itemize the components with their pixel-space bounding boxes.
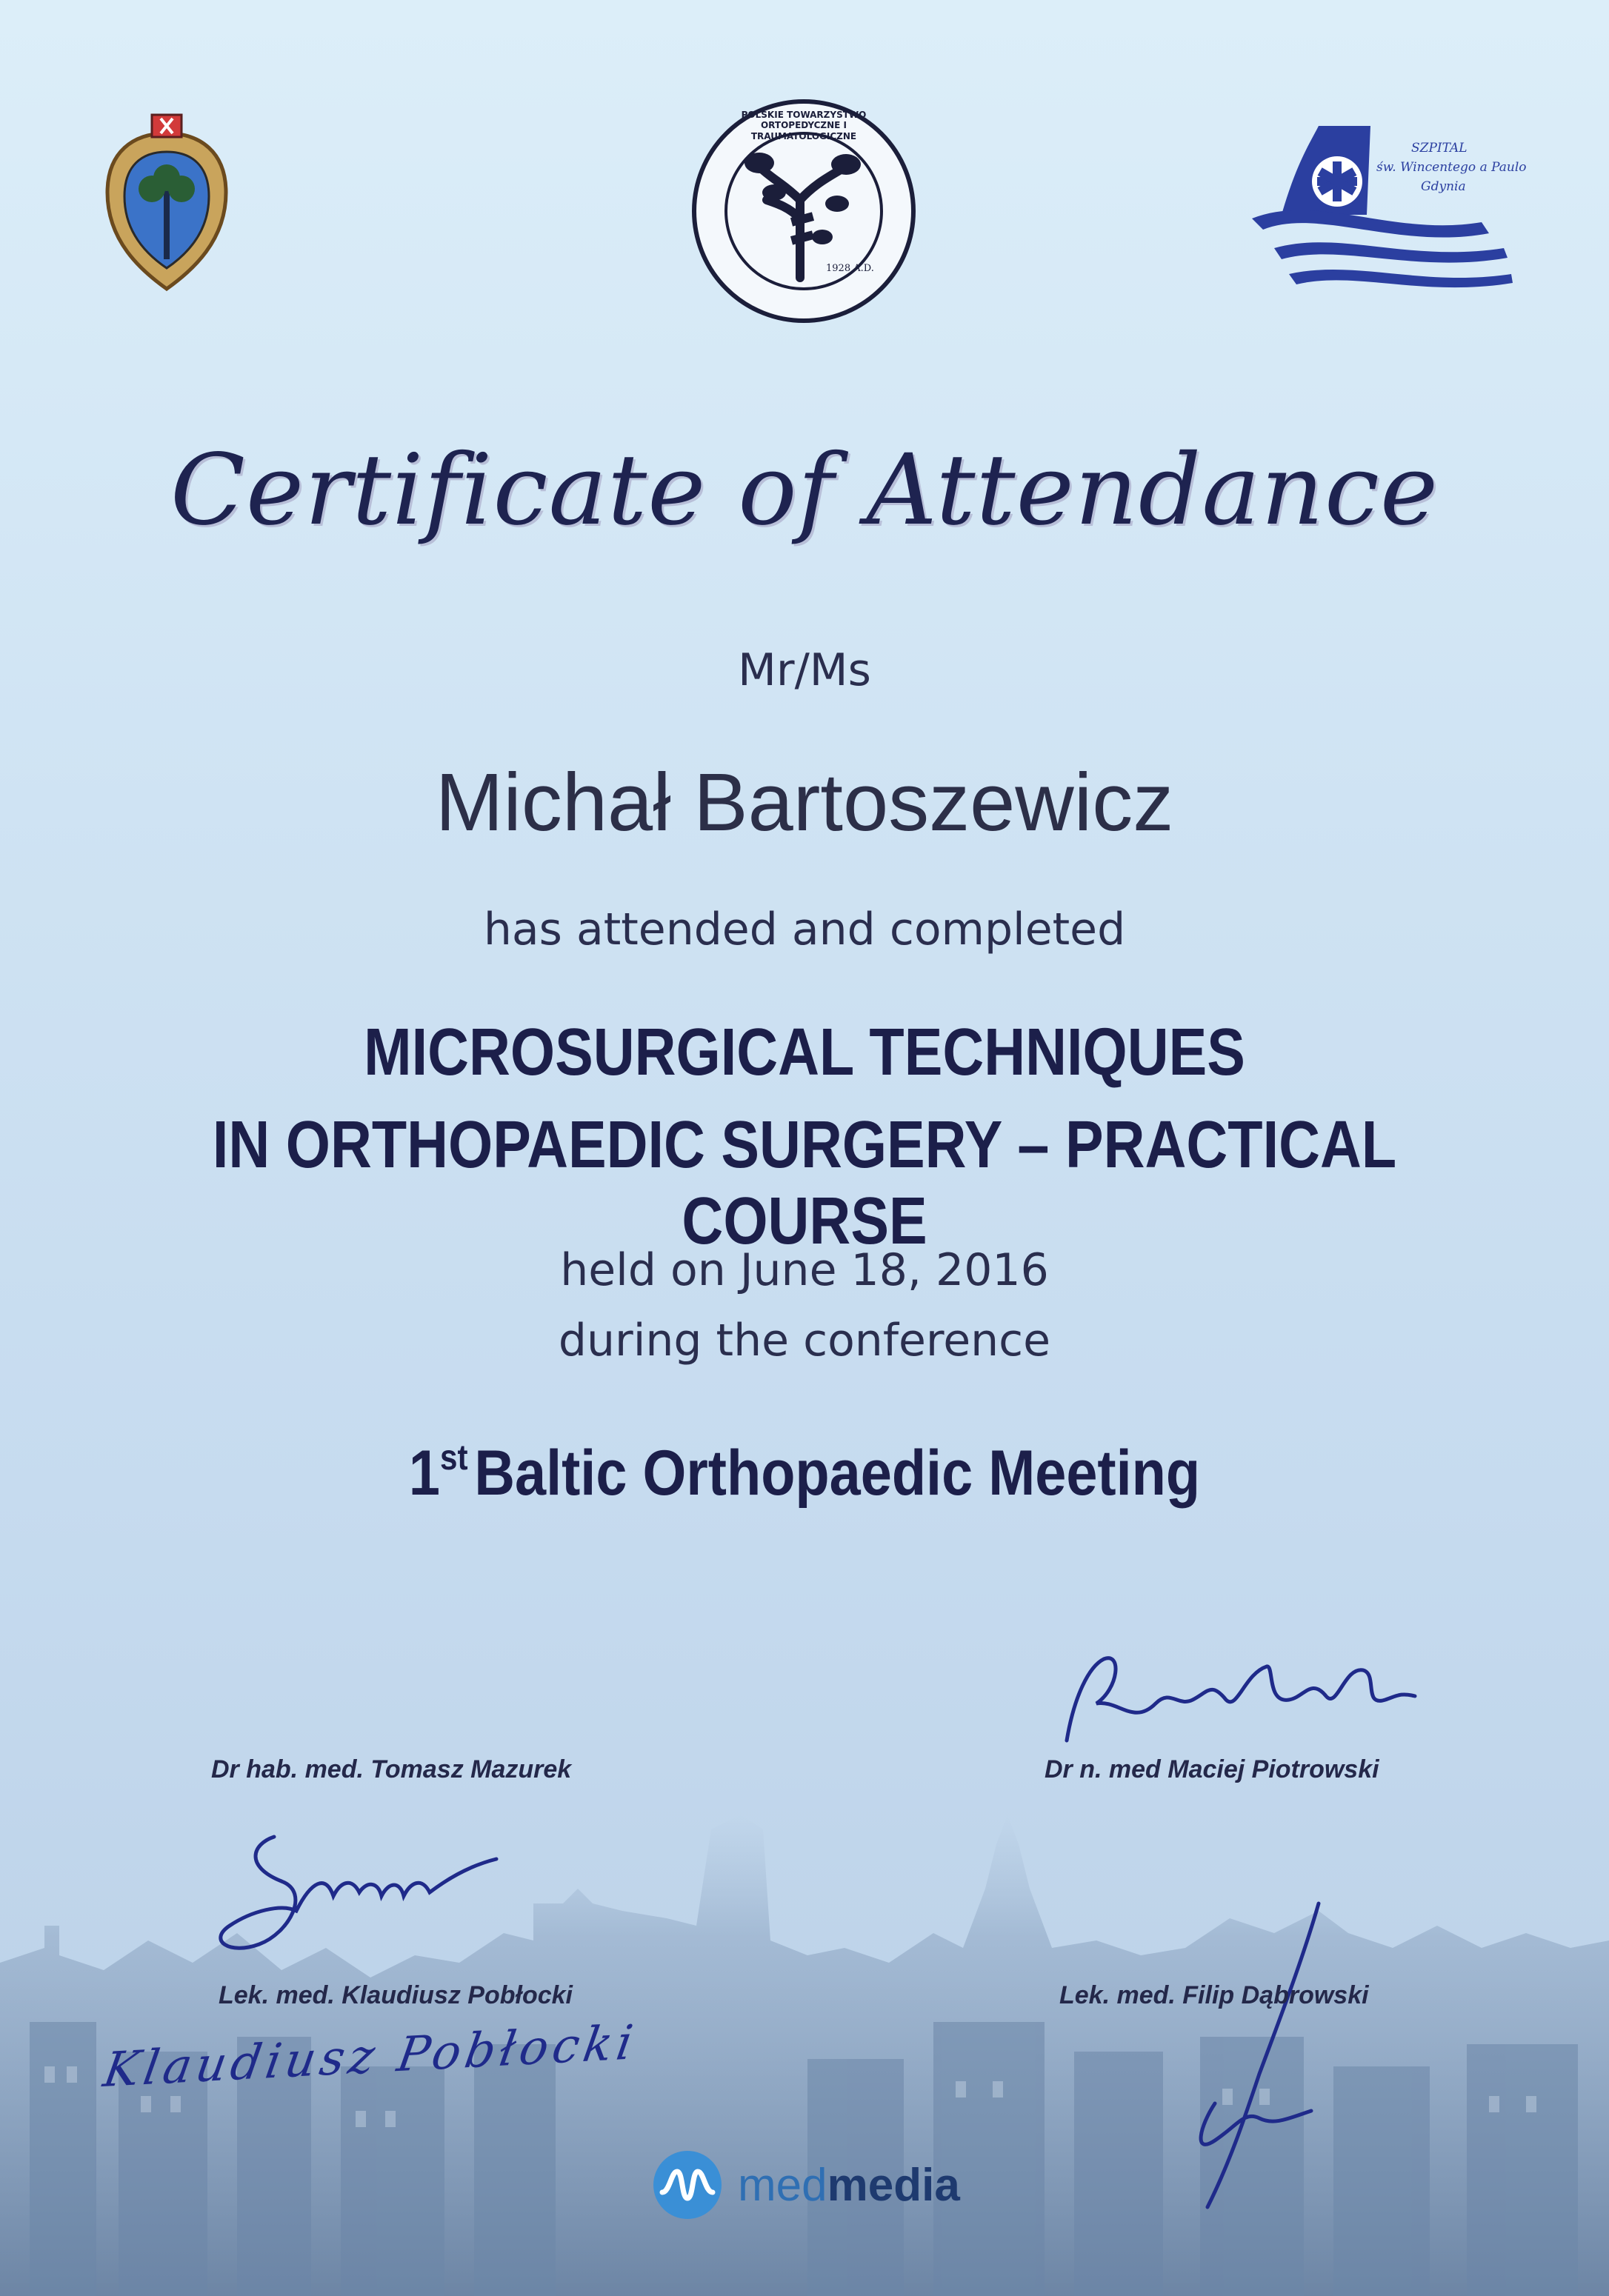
medmedia-logo <box>652 2144 960 2226</box>
conference-ordinal: 1 <box>408 1438 440 1509</box>
hospital-name-line3: Gdynia <box>1421 179 1466 194</box>
coat-of-arms-logo <box>89 111 244 304</box>
held-date: held on June 18, 2016 <box>560 1244 1049 1296</box>
recipient-name: Michał Bartoszewicz <box>435 757 1174 848</box>
certificate-title: Certificate of Attendance <box>170 433 1439 547</box>
orthopaedic-society-seal <box>689 96 919 326</box>
hospital-name-line2: św. Wincentego a Paulo <box>1376 160 1527 175</box>
conference-name <box>96 1437 1512 1510</box>
medmedia-wordmark-med: med <box>738 2159 827 2211</box>
conference-title: Baltic Orthopaedic Meeting <box>474 1438 1201 1509</box>
signature-poblocki <box>99 2015 641 2118</box>
hospital-logo-graphic <box>1245 119 1526 296</box>
signatory-1-name: Dr hab. med. Tomasz Mazurek <box>211 1755 572 1783</box>
during-conference: during the conference <box>558 1315 1051 1366</box>
signature-poblocki-text: Klaudiusz Pobłocki <box>99 2015 641 2099</box>
hospital-logo <box>1245 119 1526 296</box>
seal-ring-text: POLSKIE TOWARZYSTWO ORTOPEDYCZNE I TRAUMATOLOGICZNE <box>741 110 867 141</box>
medmedia-wordmark-media: media <box>827 2159 960 2211</box>
seal-year: 1928 A.D. <box>826 263 874 274</box>
course-title-line2: IN ORTHOPAEDIC SURGERY – PRACTICAL COURSE <box>212 1108 1397 1258</box>
signature-dabrowski <box>1170 1896 1363 2222</box>
attended-statement: has attended and completed <box>483 904 1126 955</box>
conference-ordinal-suffix: st <box>439 1438 468 1478</box>
medmedia-wordmark <box>738 2159 960 2212</box>
signatory-3-name: Lek. med. Klaudiusz Pobłocki <box>219 1981 573 2009</box>
salutation: Mr/Ms <box>738 644 871 696</box>
signatory-4-name: Lek. med. Filip Dąbrowski <box>1059 1981 1369 2009</box>
hospital-name-line1: SZPITAL <box>1411 141 1468 156</box>
medmedia-wave-icon <box>652 2149 723 2220</box>
signatory-2-name: Dr n. med Maciej Piotrowski <box>1045 1755 1379 1783</box>
course-title-line1: MICROSURGICAL TECHNIQUES <box>364 1015 1245 1089</box>
signature-mazurek <box>200 1822 511 1970</box>
signature-piotrowski <box>1052 1637 1422 1748</box>
